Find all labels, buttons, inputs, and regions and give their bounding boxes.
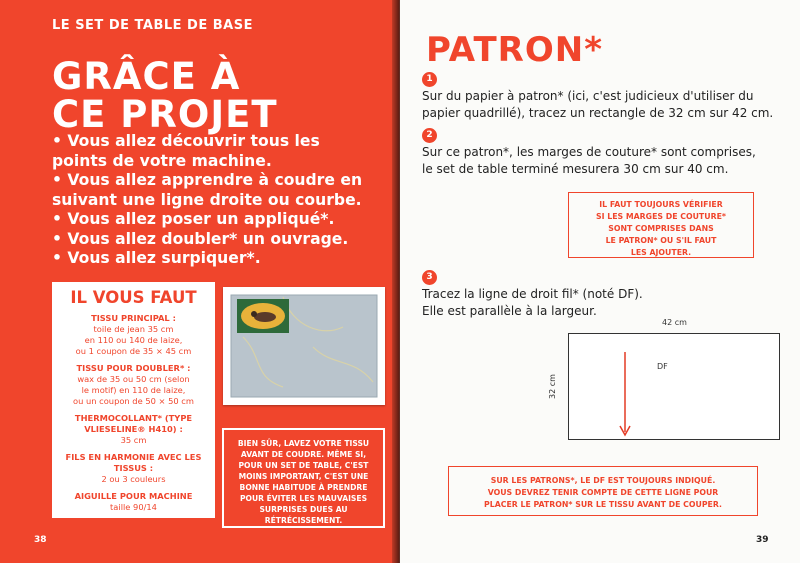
supply-heading: THERMOCOLLANT* (TYPE VLIESELINE® H410) : (74, 413, 193, 434)
supply-line: ou un coupon de 50 × 50 cm (73, 396, 194, 406)
tip-line: POUR UN SET DE TABLE, C'EST (238, 461, 369, 470)
bullet-line: • Vous allez doubler* un ouvrage. (52, 229, 349, 248)
note-line: IL FAUT TOUJOURS VÉRIFIER (599, 200, 723, 209)
supply-line: en 110 ou 140 de laize, (84, 335, 183, 345)
supplies-title: IL VOUS FAUT (70, 288, 197, 307)
tip-line: AVANT DE COUDRE. MÊME SI, (240, 450, 367, 459)
project-title-line: GRÂCE À (52, 55, 241, 98)
step-text (422, 88, 773, 122)
bullet-line: • Vous allez surpiquer*. (52, 249, 261, 267)
placemat-photo-illustration (223, 287, 385, 405)
step-line: le set de table terminé mesurera 30 cm sur 40 cm. (422, 162, 729, 176)
step-line: papier quadrillé), tracez un rectangle de 32 cm sur 42 cm. (422, 106, 774, 120)
step-text (422, 144, 756, 178)
bullet-line: suivant une ligne droite ou courbe. (52, 190, 362, 209)
grain-line-arrow (569, 334, 779, 439)
supply-heading: AIGUILLE POUR MACHINE (74, 491, 193, 501)
bullet-line: • Vous allez découvrir tous les (52, 132, 320, 150)
page-number-right: 39 (756, 535, 769, 545)
step-line: Sur du papier à patron* (ici, c'est judicieux d'utiliser du (422, 89, 754, 103)
supply-heading: TISSU POUR DOUBLER* : (76, 363, 191, 373)
supply-line: le motif) en 110 de laize, (81, 385, 186, 395)
note-line: SUR LES PATRONS*, LE DF EST TOUJOURS INDIQUÉ. (490, 476, 716, 485)
note-line: LE PATRON* OU S'IL FAUT (605, 236, 717, 245)
left-page (0, 0, 398, 563)
step-number-badge: 1 (422, 72, 437, 87)
washing-tip-box (222, 428, 385, 528)
page-number-left: 38 (34, 535, 47, 545)
tip-line: SURPRISES DUES AU (259, 505, 348, 514)
supplies-card (52, 282, 215, 518)
note-line: SI LES MARGES DE COUTURE* (596, 212, 726, 221)
supply-heading: FILS EN HARMONIE AVEC LES TISSUS : (65, 452, 202, 473)
supply-line: ou 1 coupon de 35 × 45 cm (75, 346, 192, 356)
tip-line: POUR ÉVITER LES MAUVAISES (239, 494, 368, 503)
note-line: PLACER LE PATRON* SUR LE TISSU AVANT DE COUPER. (484, 500, 722, 509)
placemat-photo (223, 287, 385, 405)
pattern-title: PATRON* (426, 30, 603, 70)
tip-line: MOINS IMPORTANT, C'EST UNE (238, 472, 369, 481)
tip-line: BIEN SÛR, LAVEZ VOTRE TISSU (237, 439, 370, 448)
supply-item (52, 363, 215, 407)
step-text (422, 286, 643, 320)
project-title-line: CE PROJET (52, 93, 278, 136)
width-dimension-label: 42 cm (662, 318, 687, 327)
height-dimension-label: 32 cm (547, 374, 557, 399)
note-line: VOUS DEVREZ TENIR COMPTE DE CETTE LIGNE POUR (487, 488, 719, 497)
learning-bullets (52, 132, 382, 269)
tip-line: BONNE HABITUDE À PRENDRE (239, 483, 368, 492)
pattern-rectangle-diagram (568, 333, 780, 440)
step-line: Elle est parallèle à la largeur. (422, 304, 597, 318)
note-line: SONT COMPRISES DANS (608, 224, 714, 233)
supply-line: taille 90/14 (110, 502, 157, 512)
step-line: Sur ce patron*, les marges de couture* sont comprises, (422, 145, 756, 159)
supply-item (52, 452, 215, 485)
supply-item (52, 413, 215, 446)
supply-line: toile de jean 35 cm (93, 324, 174, 334)
section-header: LE SET DE TABLE DE BASE (52, 18, 253, 33)
bullet-line: points de votre machine. (52, 151, 272, 170)
seam-allowance-note (568, 192, 754, 258)
supply-line: wax de 35 ou 50 cm (selon (77, 374, 190, 384)
supply-heading: TISSU PRINCIPAL : (91, 313, 176, 323)
right-page (400, 0, 800, 563)
project-title (52, 55, 278, 136)
bullet-line: • Vous allez poser un appliqué*. (52, 210, 335, 228)
supply-line: 2 ou 3 couleurs (101, 474, 166, 484)
step-line: Tracez la ligne de droit fil* (noté DF). (422, 287, 643, 301)
grain-line-label: DF (657, 362, 668, 371)
step-number-badge: 3 (422, 270, 437, 285)
note-line: LES AJOUTER. (630, 248, 692, 257)
tip-line: RÉTRÉCISSEMENT. (264, 516, 343, 525)
grain-line-note (448, 466, 758, 516)
supply-line: 35 cm (120, 435, 147, 445)
step-number-badge: 2 (422, 128, 437, 143)
bullet-line: • Vous allez apprendre à coudre en (52, 171, 363, 189)
supply-item (52, 313, 215, 357)
supply-item (52, 491, 215, 513)
